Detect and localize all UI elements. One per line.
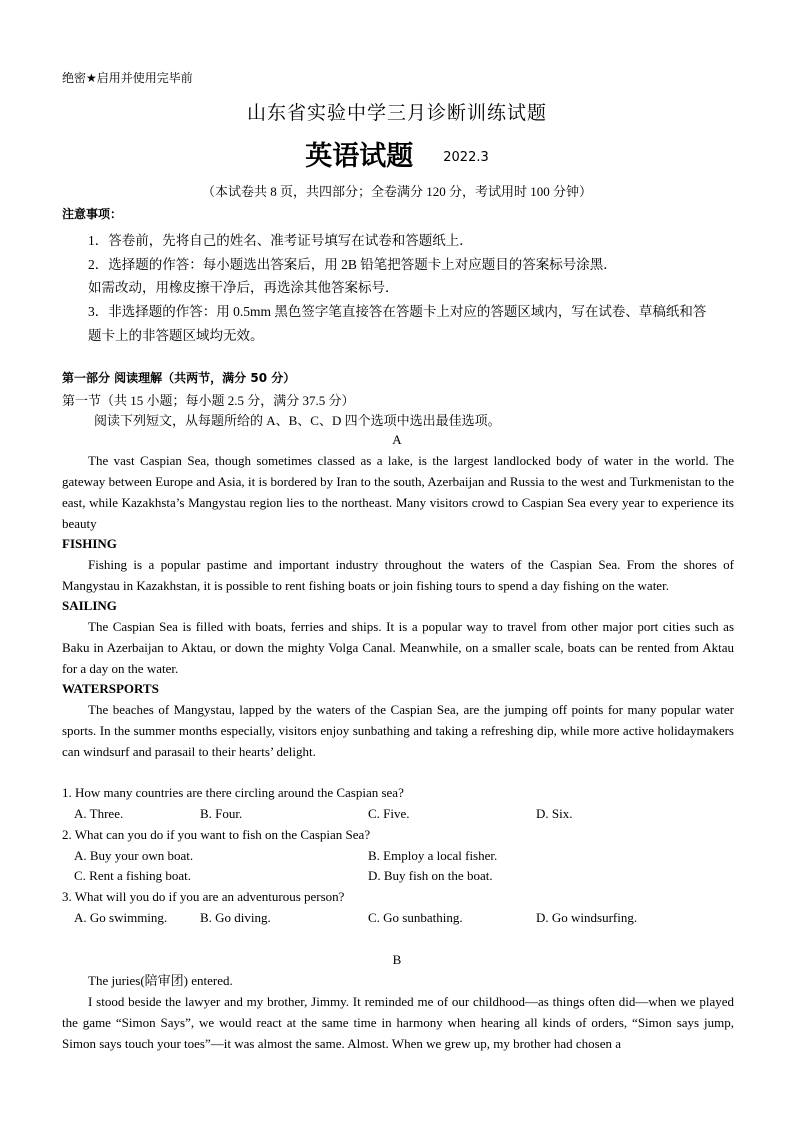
part-one-heading: 第一部分 阅读理解（共两节，满分 50 分）: [62, 371, 296, 385]
question-2-option-d[interactable]: D. Buy fish on the boat.: [368, 868, 493, 883]
question-2-option-a[interactable]: A. Buy your own boat.: [74, 848, 194, 863]
question-3-option-b[interactable]: B. Go diving.: [200, 910, 271, 925]
question-3-option-c[interactable]: C. Go sunbathing.: [368, 910, 463, 925]
note-item: 2．选择题的作答：每小题选出答案后，用 2B 铅笔把答题卡上对应题目的答案标号涂黑．: [88, 257, 617, 272]
passage-a-label: A: [392, 432, 402, 447]
section-heading-watersports: WATERSPORTS: [62, 681, 159, 696]
section-text-sailing: The Caspian Sea is filled with boats, ferries and ships. It is a popular way to travel from other major port cities such as Baku in Azerbaijan to Aktau, or down the mighty Volga Canal. Meanwhile, on a smaller scale, boats can be rented from Aktau for a day on the water.: [62, 619, 734, 676]
section-one-heading: 第一节（共 15 小题；每小题 2.5 分，满分 37.5 分）: [62, 393, 355, 408]
section-text-watersports: The beaches of Mangystau, lapped by the waters of the Caspian Sea, are the jumping off points for many popular water sports. In the summer months especially, visitors enjoy sunbathing and taking a refreshing dip, while more active holidaymakers can windsurf and parasail to their hearts’ delight.: [62, 702, 734, 759]
section-text-fishing: Fishing is a popular pastime and important industry throughout the waters of the Caspian Sea. From the shores of Mangystau in Kazakhstan, it is possible to rent fishing boats or join fishing tours to spend a day fishing on the water.: [62, 557, 734, 593]
question-2-option-c[interactable]: C. Rent a fishing boat.: [74, 868, 191, 883]
school-title: 山东省实验中学三月诊断训练试题: [246, 103, 547, 124]
note-item: 3．非选择题的作答：用 0.5mm 黑色签字笔直接答在答题卡上对应的答题区域内，写在试卷、草稿纸和答: [88, 304, 707, 319]
question-3-option-d[interactable]: D. Go windsurfing.: [536, 910, 638, 925]
question-3-stem: 3. What will you do if you are an adventurous person?: [62, 889, 345, 904]
section-heading-sailing: SAILING: [62, 598, 117, 613]
notes-heading: 注意事项：: [62, 207, 123, 221]
question-2-option-b[interactable]: B. Employ a local fisher.: [368, 848, 498, 863]
passage-a-intro: The vast Caspian Sea, though sometimes classed as a lake, is the largest landlocked body of water in the world. The gateway between Europe and Asia, it is bordered by Iran to the south, Azerbaijan and Russia to the west and Turkmenistan to the east, while Kazakhsta’s Mangystau region lies to the northeast. Many visitors crowd to Caspian Sea every year to experience its beauty: [62, 453, 734, 531]
passage-b-label: B: [392, 952, 402, 967]
exam-info: （本试卷共 8 页，共四部分；全卷满分 120 分，考试用时 100 分钟）: [201, 184, 592, 199]
exam-date: 2022.3: [443, 150, 489, 165]
subject-title-row: [0, 134, 794, 173]
reading-instructions: 阅读下列短文，从每题所给的 A、B、C、D 四个选项中选出最佳选项。: [94, 413, 501, 428]
note-item: 1．答卷前，先将自己的姓名、准考证号填写在试卷和答题纸上．: [88, 233, 473, 248]
question-1-option-d[interactable]: D. Six.: [536, 806, 573, 821]
note-item: 题卡上的非答题区域均无效。: [88, 328, 264, 343]
passage-b-paragraph: I stood beside the lawyer and my brother, Jimmy. It reminded me of our childhood—as things often did—when we played the game “Simon Says”, we would react at the same time in harmony when hearing all kinds of orders, “Simon says jump, Simon says touch your toes”—it was almost the same. Almost. When we grew up, my brother had chosen a: [62, 994, 734, 1051]
question-1-option-a[interactable]: A. Three.: [74, 806, 124, 821]
confidential-label: 绝密★启用并使用完毕前: [62, 71, 193, 85]
question-2-stem: 2. What can you do if you want to fish on the Caspian Sea?: [62, 827, 371, 842]
question-1-option-c[interactable]: C. Five.: [368, 806, 410, 821]
section-heading-fishing: FISHING: [62, 536, 117, 551]
subject-title: 英语试题: [305, 141, 414, 172]
passage-b-paragraph: The juries(陪审团) entered.: [88, 973, 233, 988]
question-1-option-b[interactable]: B. Four.: [200, 806, 243, 821]
question-3-option-a[interactable]: A. Go swimming.: [74, 910, 168, 925]
question-1-stem: 1. How many countries are there circling around the Caspian sea?: [62, 785, 404, 800]
note-item: 如需改动，用橡皮擦干净后，再选涂其他答案标号．: [88, 280, 399, 295]
